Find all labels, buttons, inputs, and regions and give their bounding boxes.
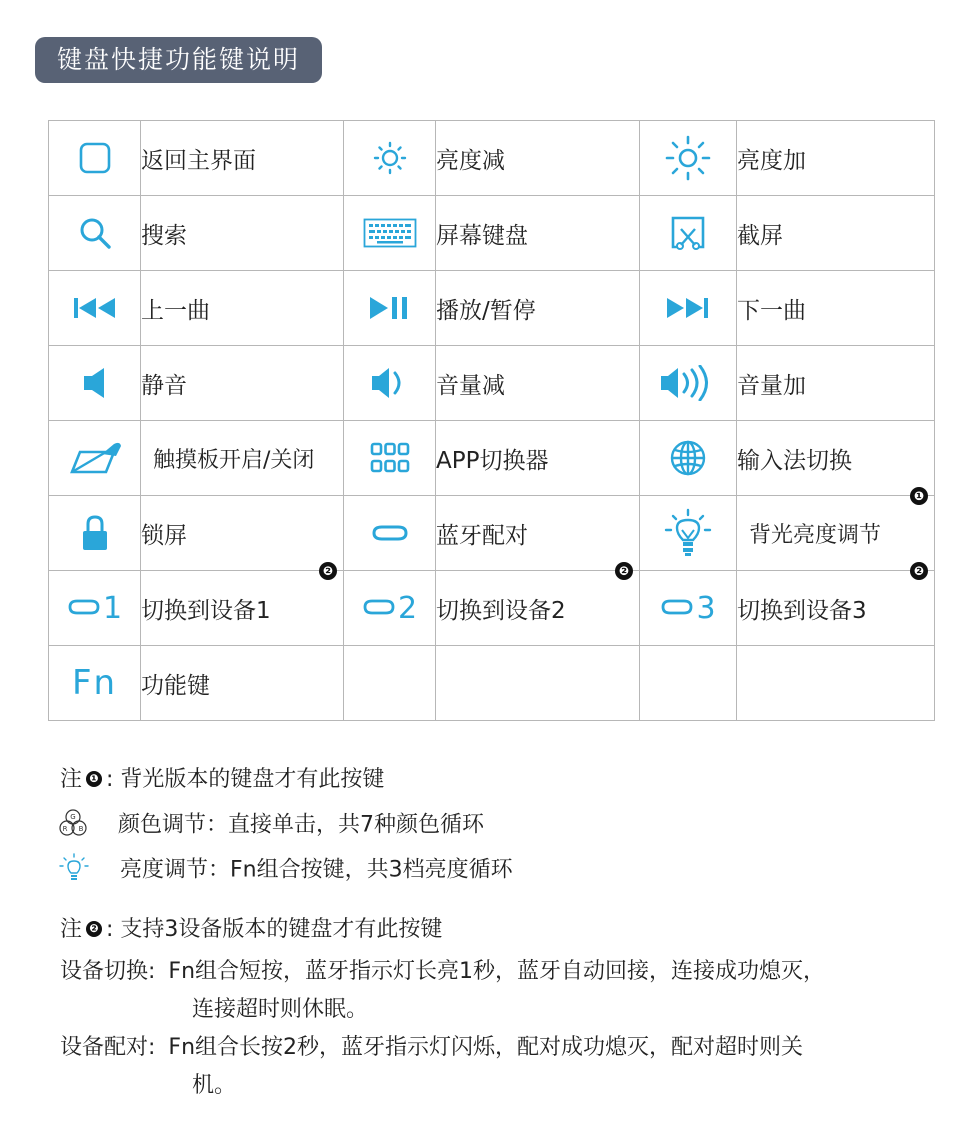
key-label bbox=[436, 564, 640, 646]
globe-icon bbox=[640, 421, 737, 496]
app-switcher-icon bbox=[344, 421, 436, 496]
volume-down-icon bbox=[344, 346, 436, 421]
table-row bbox=[49, 196, 935, 271]
device-pair-line-2: 机。 bbox=[192, 1073, 237, 1098]
key-label: 截屏 bbox=[737, 196, 935, 271]
volume-up-icon bbox=[640, 346, 737, 421]
keyboard-icon bbox=[344, 196, 436, 271]
note-2-badge: ❷ bbox=[86, 921, 102, 937]
key-label: 功能键 bbox=[141, 646, 344, 721]
rgb-r: R bbox=[62, 825, 68, 833]
device-pair-line-1: Fn组合长按2秒，蓝牙指示灯闪烁，配对成功熄灭，配对超时则关 bbox=[168, 1035, 804, 1060]
screenshot-icon bbox=[640, 196, 737, 271]
key-label-text: 切换到设备1 bbox=[141, 597, 271, 624]
empty-cell bbox=[640, 646, 737, 721]
key-label: 返回主界面 bbox=[141, 121, 344, 196]
key-label: 亮度加 bbox=[737, 121, 935, 196]
backlight-bulb-icon bbox=[640, 496, 737, 571]
key-label bbox=[141, 564, 344, 646]
note-1 bbox=[60, 762, 384, 793]
rgb-g: G bbox=[70, 813, 76, 821]
empty-cell bbox=[436, 646, 640, 721]
key-label: 锁屏 bbox=[141, 496, 344, 571]
brightness-up-icon bbox=[640, 121, 737, 196]
bulb-icon bbox=[58, 852, 90, 884]
key-label: APP切换器 bbox=[436, 421, 640, 496]
key-label: 音量加 bbox=[737, 346, 935, 421]
device-number: 1 bbox=[102, 590, 123, 626]
brightness-note bbox=[58, 852, 513, 884]
device-3-icon bbox=[640, 571, 737, 646]
empty-cell bbox=[344, 646, 436, 721]
previous-track-icon bbox=[49, 271, 141, 346]
table-row bbox=[49, 496, 935, 571]
note-2-badge: ❷ bbox=[910, 562, 928, 580]
key-label bbox=[737, 564, 935, 646]
page-title: 键盘快捷功能键说明 bbox=[35, 37, 322, 83]
rgb-b: B bbox=[78, 825, 84, 833]
next-track-icon bbox=[640, 271, 737, 346]
brightness-note-text: 亮度调节：Fn组合按键，共3档亮度循环 bbox=[120, 857, 513, 883]
fn-icon bbox=[49, 646, 141, 721]
device-switch-line-2: 连接超时则休眠。 bbox=[192, 997, 369, 1022]
note-2-badge: ❷ bbox=[615, 562, 633, 580]
color-note bbox=[56, 806, 484, 840]
device-pair-note bbox=[60, 1030, 803, 1061]
key-label: 上一曲 bbox=[141, 271, 344, 346]
key-label: 下一曲 bbox=[737, 271, 935, 346]
brightness-down-icon bbox=[344, 121, 436, 196]
device-2-icon bbox=[344, 571, 436, 646]
key-label: 屏幕键盘 bbox=[436, 196, 640, 271]
key-label: 蓝牙配对 bbox=[436, 496, 640, 571]
table-row bbox=[49, 346, 935, 421]
device-1-icon bbox=[49, 571, 141, 646]
device-switch-label: 设备切换: bbox=[60, 959, 156, 984]
empty-cell bbox=[737, 646, 935, 721]
key-label-text: 切换到设备3 bbox=[737, 597, 867, 624]
table-row bbox=[49, 571, 935, 646]
key-label: 搜索 bbox=[141, 196, 344, 271]
search-icon bbox=[49, 196, 141, 271]
key-label-text: 切换到设备2 bbox=[436, 597, 566, 624]
note-2-text: : 支持3设备版本的键盘才有此按键 bbox=[106, 917, 443, 942]
note-2 bbox=[60, 912, 442, 943]
home-square-icon bbox=[49, 121, 141, 196]
device-pair-label: 设备配对: bbox=[60, 1035, 156, 1060]
note-1-badge: ❶ bbox=[86, 771, 102, 787]
device-number: 2 bbox=[397, 590, 418, 626]
key-label: 输入法切换 bbox=[737, 421, 935, 496]
device-number: 3 bbox=[696, 590, 716, 626]
table-row bbox=[49, 271, 935, 346]
device-switch-line-1: Fn组合短按，蓝牙指示灯长亮1秒，蓝牙自动回接，连接成功熄灭， bbox=[168, 959, 826, 984]
lock-icon bbox=[49, 496, 141, 571]
note-prefix: 注 bbox=[60, 767, 83, 792]
key-label: 触摸板开启/关闭 bbox=[141, 421, 344, 496]
note-prefix: 注 bbox=[60, 917, 83, 942]
key-label: 静音 bbox=[141, 346, 344, 421]
color-note-text: 颜色调节：直接单击，共7种颜色循环 bbox=[118, 812, 484, 838]
shortcut-table bbox=[48, 120, 935, 721]
mute-icon bbox=[49, 346, 141, 421]
table-row bbox=[49, 121, 935, 196]
table-row bbox=[49, 646, 935, 721]
table-row bbox=[49, 421, 935, 496]
rgb-icon bbox=[56, 806, 90, 840]
bluetooth-pair-icon bbox=[344, 496, 436, 571]
play-pause-icon bbox=[344, 271, 436, 346]
key-label: 音量减 bbox=[436, 346, 640, 421]
touchpad-toggle-icon bbox=[49, 421, 141, 496]
note-1-badge: ❶ bbox=[910, 487, 928, 505]
note-2-badge: ❷ bbox=[319, 562, 337, 580]
note-1-text: : 背光版本的键盘才有此按键 bbox=[106, 767, 385, 792]
key-label bbox=[737, 489, 935, 571]
fn-text: Fn bbox=[71, 663, 118, 703]
key-label: 亮度减 bbox=[436, 121, 640, 196]
key-label-text: 背光亮度调节 bbox=[749, 522, 882, 548]
device-switch-note bbox=[60, 954, 825, 985]
key-label: 播放/暂停 bbox=[436, 271, 640, 346]
